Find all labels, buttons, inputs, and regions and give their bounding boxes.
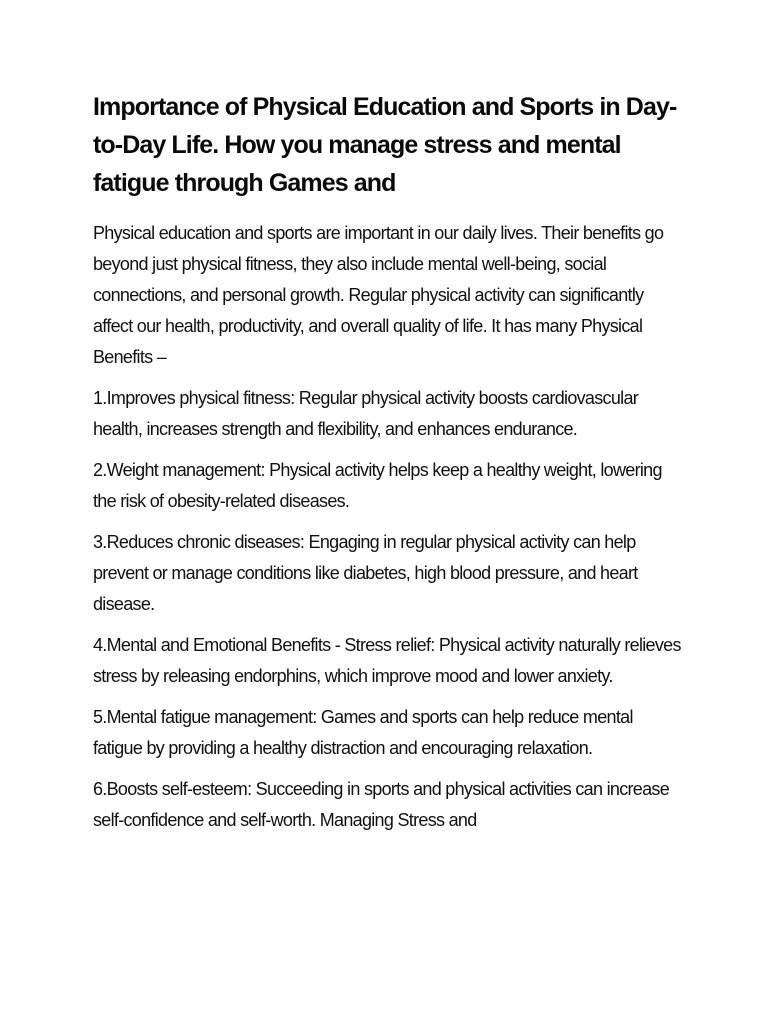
list-item-chronic-diseases: 3.Reduces chronic diseases: Engaging in regular physical activity can help prevent or manage conditions like diabetes, high blood pressure, and heart disease. — [93, 532, 638, 614]
intro-paragraph: Physical education and sports are important in our daily lives. Their benefits go beyond just physical fitness, they also include mental well-being, social connections, and personal growth. Regular physical activity can significantly affect our health, productivity, and overall quality of life. It has many Physical Benefits – — [93, 223, 664, 367]
document-title: Importance of Physical Education and Sports in Day-to-Day Life. How you manage stress and mental fatigue through Games and — [93, 93, 677, 197]
list-item-mental-fatigue: 5.Mental fatigue management: Games and sports can help reduce mental fatigue by providing a healthy distraction and encouraging relaxation. — [93, 707, 633, 758]
list-item-physical-fitness: 1.Improves physical fitness: Regular physical activity boosts cardiovascular health, increases strength and flexibility, and enhances endurance. — [93, 388, 639, 439]
list-item-weight-management: 2.Weight management: Physical activity helps keep a healthy weight, lowering the risk of obesity-related diseases. — [93, 460, 662, 511]
list-item-self-esteem: 6.Boosts self-esteem: Succeeding in sports and physical activities can increase self-confidence and self-worth. Managing Stress and — [93, 779, 670, 830]
list-item-stress-relief: 4.Mental and Emotional Benefits - Stress relief: Physical activity naturally relieves stress by releasing endorphins, which improve mood and lower anxiety. — [93, 635, 681, 686]
document-content — [93, 88, 683, 846]
